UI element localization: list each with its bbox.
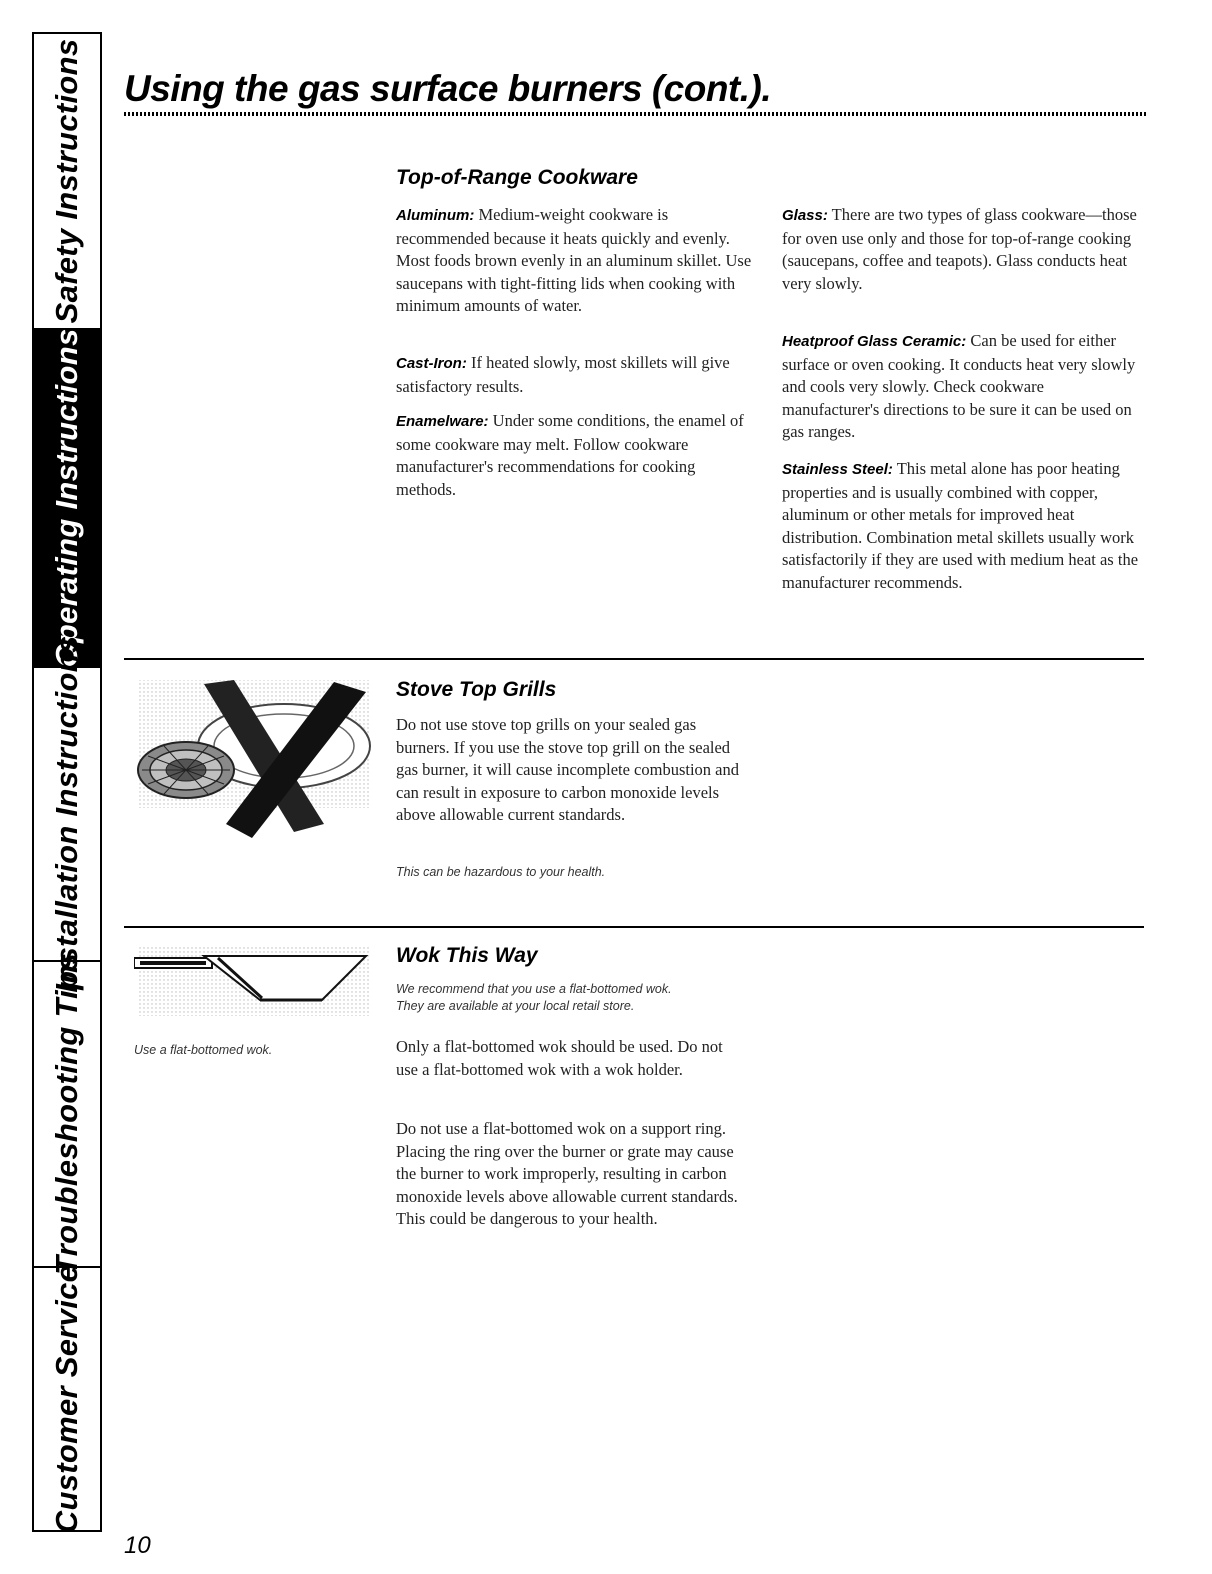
- term-label: Cast-Iron:: [396, 355, 467, 372]
- tab-label: Operating Instructions: [49, 328, 84, 668]
- wok-handle-grip: [140, 961, 206, 965]
- term-text: If heated slowly, most skillets will give satisfactory results.: [396, 353, 730, 396]
- tab-label: Troubleshooting Tips: [49, 953, 84, 1275]
- tab-label: Installation Instructions: [49, 635, 84, 993]
- cookware-heading: Top-of-Range Cookware: [396, 166, 638, 189]
- grills-note: This can be hazardous to your health.: [396, 865, 606, 879]
- stove-top-grill-crossed-illustration: [134, 674, 374, 844]
- term-text: Medium-weight cookware is recommended because it heats quickly and evenly. Most foods brown evenly in an aluminum skillet. Use saucepans with tight-fitting lids when cooking with minimum amounts of water.: [396, 205, 752, 315]
- cookware-enamelware: [396, 410, 756, 501]
- grills-body: Do not use stove top grills on your sealed gas burners. If you use the stove top grill on the sealed gas burner, it will cause incomplete combustion and can result in exposure to carbon monoxide levels above allowable current standards.: [396, 715, 740, 824]
- term-text: This metal alone has poor heating properties and is usually combined with copper, aluminum or other metals for improved heat distribution. Combination metal skillets usually work satisfactorily if they are used with medium heat as the manufacturer recommends.: [782, 459, 1139, 592]
- term-text: Can be used for either surface or oven cooking. It conducts heat very slowly and cools very slowly. Check cookware manufacturer's directions to be sure it can be used on gas ranges.: [782, 331, 1136, 441]
- wok-heading: Wok This Way: [396, 944, 538, 967]
- title-underline: [124, 112, 1146, 116]
- tab-customer-service[interactable]: [34, 1264, 100, 1534]
- section-divider: [124, 926, 1144, 928]
- tab-label: Safety Instructions: [49, 38, 84, 324]
- cookware-aluminum: [396, 204, 756, 318]
- cookware-glass: [782, 204, 1144, 295]
- tab-operating-instructions[interactable]: [34, 330, 100, 668]
- tab-troubleshooting-tips[interactable]: [34, 953, 100, 1275]
- tab-installation-instructions[interactable]: [34, 635, 100, 993]
- wok-paragraph-1: Only a flat-bottomed wok should be used. Do not use a flat-bottomed wok with a wok holder.: [396, 1037, 723, 1079]
- wok-note-line-2: They are available at your local retail store.: [396, 999, 635, 1013]
- term-label: Enamelware:: [396, 413, 489, 430]
- term-label: Glass:: [782, 207, 828, 224]
- grills-heading: Stove Top Grills: [396, 678, 557, 701]
- page-number: 10: [124, 1532, 151, 1559]
- term-label: Aluminum:: [396, 207, 475, 224]
- wok-paragraph-2: Do not use a flat-bottomed wok on a support ring. Placing the ring over the burner or grate may cause the burner to work improperly, resulting in carbon monoxide levels above allowable current standards. This could be dangerous to your health.: [396, 1119, 738, 1228]
- wok-note-line-1: We recommend that you use a flat-bottomed wok.: [396, 982, 672, 996]
- section-divider: [124, 658, 1144, 660]
- cookware-cast-iron: [396, 352, 756, 398]
- flat-bottomed-wok-illustration: [134, 942, 374, 1022]
- term-text: Under some conditions, the enamel of some cookware may melt. Follow cookware manufacturer's recommendations for cooking methods.: [396, 411, 744, 499]
- cookware-stainless-steel: [782, 458, 1144, 594]
- tab-label: Customer Service: [49, 1264, 84, 1534]
- term-label: Stainless Steel:: [782, 461, 893, 478]
- sidebar-tabs: [32, 32, 102, 1532]
- wok-caption: Use a flat-bottomed wok.: [134, 1043, 273, 1057]
- cookware-heatproof-glass-ceramic: [782, 330, 1144, 444]
- term-text: There are two types of glass cookware—those for oven use only and those for top-of-range cooking (saucepans, coffee and teapots). Glass conducts heat very slowly.: [782, 205, 1137, 293]
- page-title: Using the gas surface burners (cont.).: [124, 68, 772, 109]
- tab-safety-instructions[interactable]: [34, 34, 100, 330]
- term-label: Heatproof Glass Ceramic:: [782, 333, 967, 350]
